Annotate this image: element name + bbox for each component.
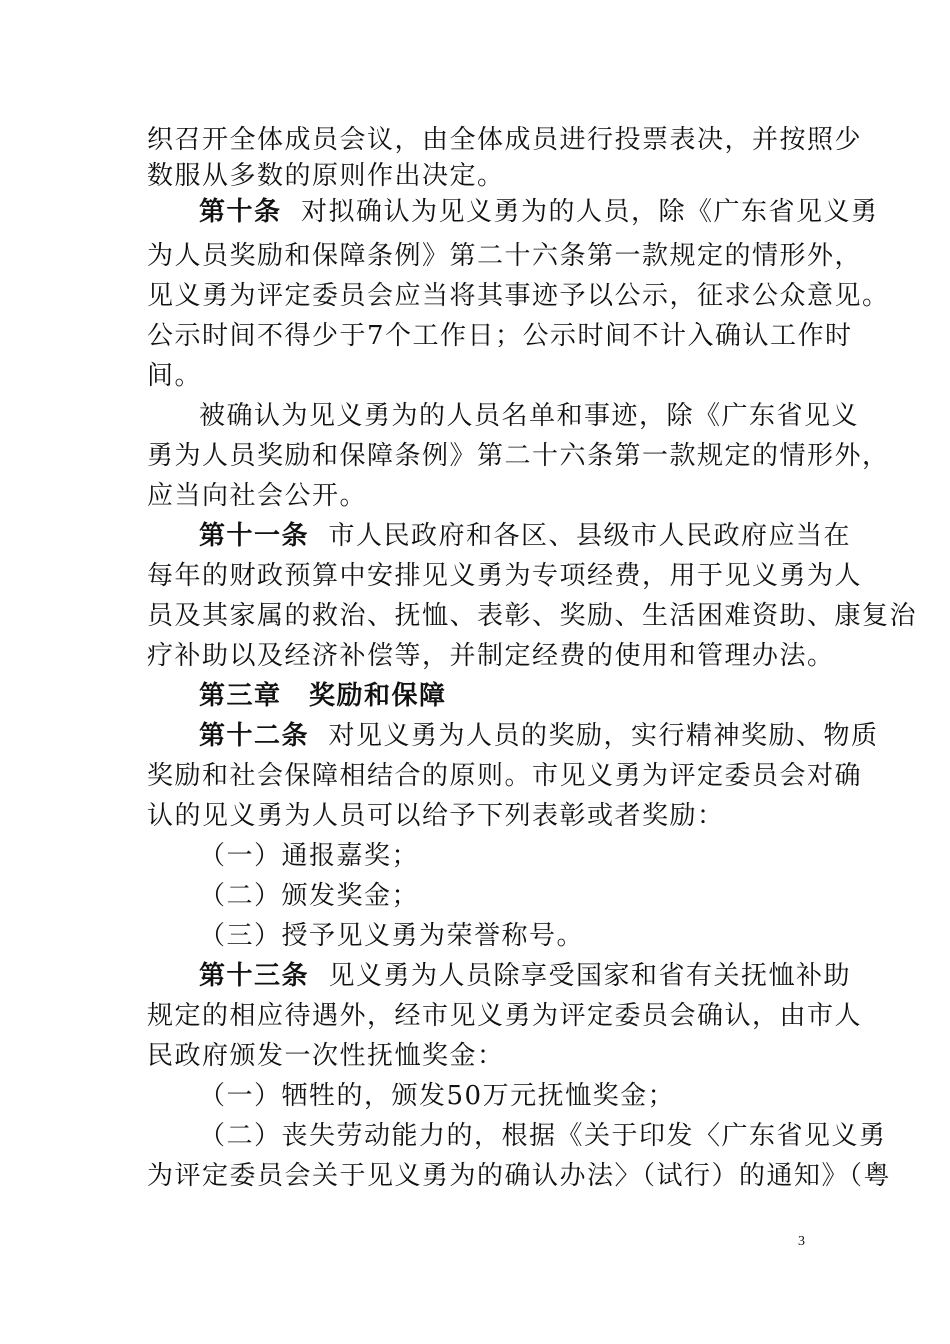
article-heading: 第十二条	[199, 721, 310, 751]
article-heading: 第十一条	[199, 521, 310, 551]
article-heading: 第十条	[199, 197, 282, 227]
article-text: 见义勇为人员除享受国家和省有关抚恤补助	[328, 961, 852, 991]
article-11	[199, 518, 851, 554]
text-line: 见义勇为评定委员会应当将其事迹予以公示，征求公众意见。	[147, 281, 890, 311]
text-line: 为评定委员会关于见义勇为的确认办法〉（试行）的通知》（粤	[147, 1161, 892, 1191]
text-line: 公示时间不得少于7个工作日；公示时间不计入确认工作时	[147, 321, 853, 351]
text-line: 每年的财政预算中安排见义勇为专项经费，用于见义勇为人	[147, 561, 863, 591]
text-line: 疗补助以及经济补偿等，并制定经费的使用和管理办法。	[147, 641, 835, 671]
list-item: （一）牺牲的，颁发50万元抚恤奖金；	[199, 1081, 676, 1111]
text-line: 应当向社会公开。	[147, 481, 368, 511]
chapter-heading: 第三章 奖励和保障	[199, 681, 447, 711]
text-line: 员及其家属的救治、抚恤、表彰、奖励、生活困难资助、康复治	[147, 601, 918, 631]
article-text: 对见义勇为人员的奖励，实行精神奖励、物质	[328, 721, 879, 751]
text-line: 奖励和社会保障相结合的原则。市见义勇为评定委员会对确	[147, 761, 863, 791]
text-line: 规定的相应待遇外，经市见义勇为评定委员会确认，由市人	[147, 1001, 863, 1031]
article-heading: 第十三条	[199, 961, 310, 991]
list-item: （二）丧失劳动能力的，根据《关于印发〈广东省见义勇	[199, 1121, 887, 1151]
list-item: （二）颁发奖金；	[199, 881, 420, 911]
article-text: 对拟确认为见义勇为的人员，除《广东省见义勇	[301, 197, 879, 227]
list-item: （三）授予见义勇为荣誉称号。	[199, 921, 585, 951]
text-line: 认的见义勇为人员可以给予下列表彰或者奖励：	[147, 801, 725, 831]
text-line: 民政府颁发一次性抚恤奖金：	[147, 1041, 505, 1071]
text-line: 间。	[147, 361, 203, 391]
text-line: 为人员奖励和保障条例》第二十六条第一款规定的情形外，	[147, 241, 863, 271]
text-line: 被确认为见义勇为的人员名单和事迹，除《广东省见义	[199, 401, 860, 431]
text-line: 数服从多数的原则作出决定。	[147, 161, 505, 191]
text-line: 织召开全体成员会议，由全体成员进行投票表决，并按照少	[147, 125, 863, 155]
page-number: 3	[798, 1234, 805, 1249]
article-12	[199, 718, 879, 754]
article-text: 市人民政府和各区、县级市人民政府应当在	[328, 521, 852, 551]
text-line: 勇为人员奖励和保障条例》第二十六条第一款规定的情形外，	[147, 441, 890, 471]
list-item: （一）通报嘉奖；	[199, 841, 420, 871]
article-10	[199, 194, 879, 230]
article-13	[199, 958, 851, 994]
